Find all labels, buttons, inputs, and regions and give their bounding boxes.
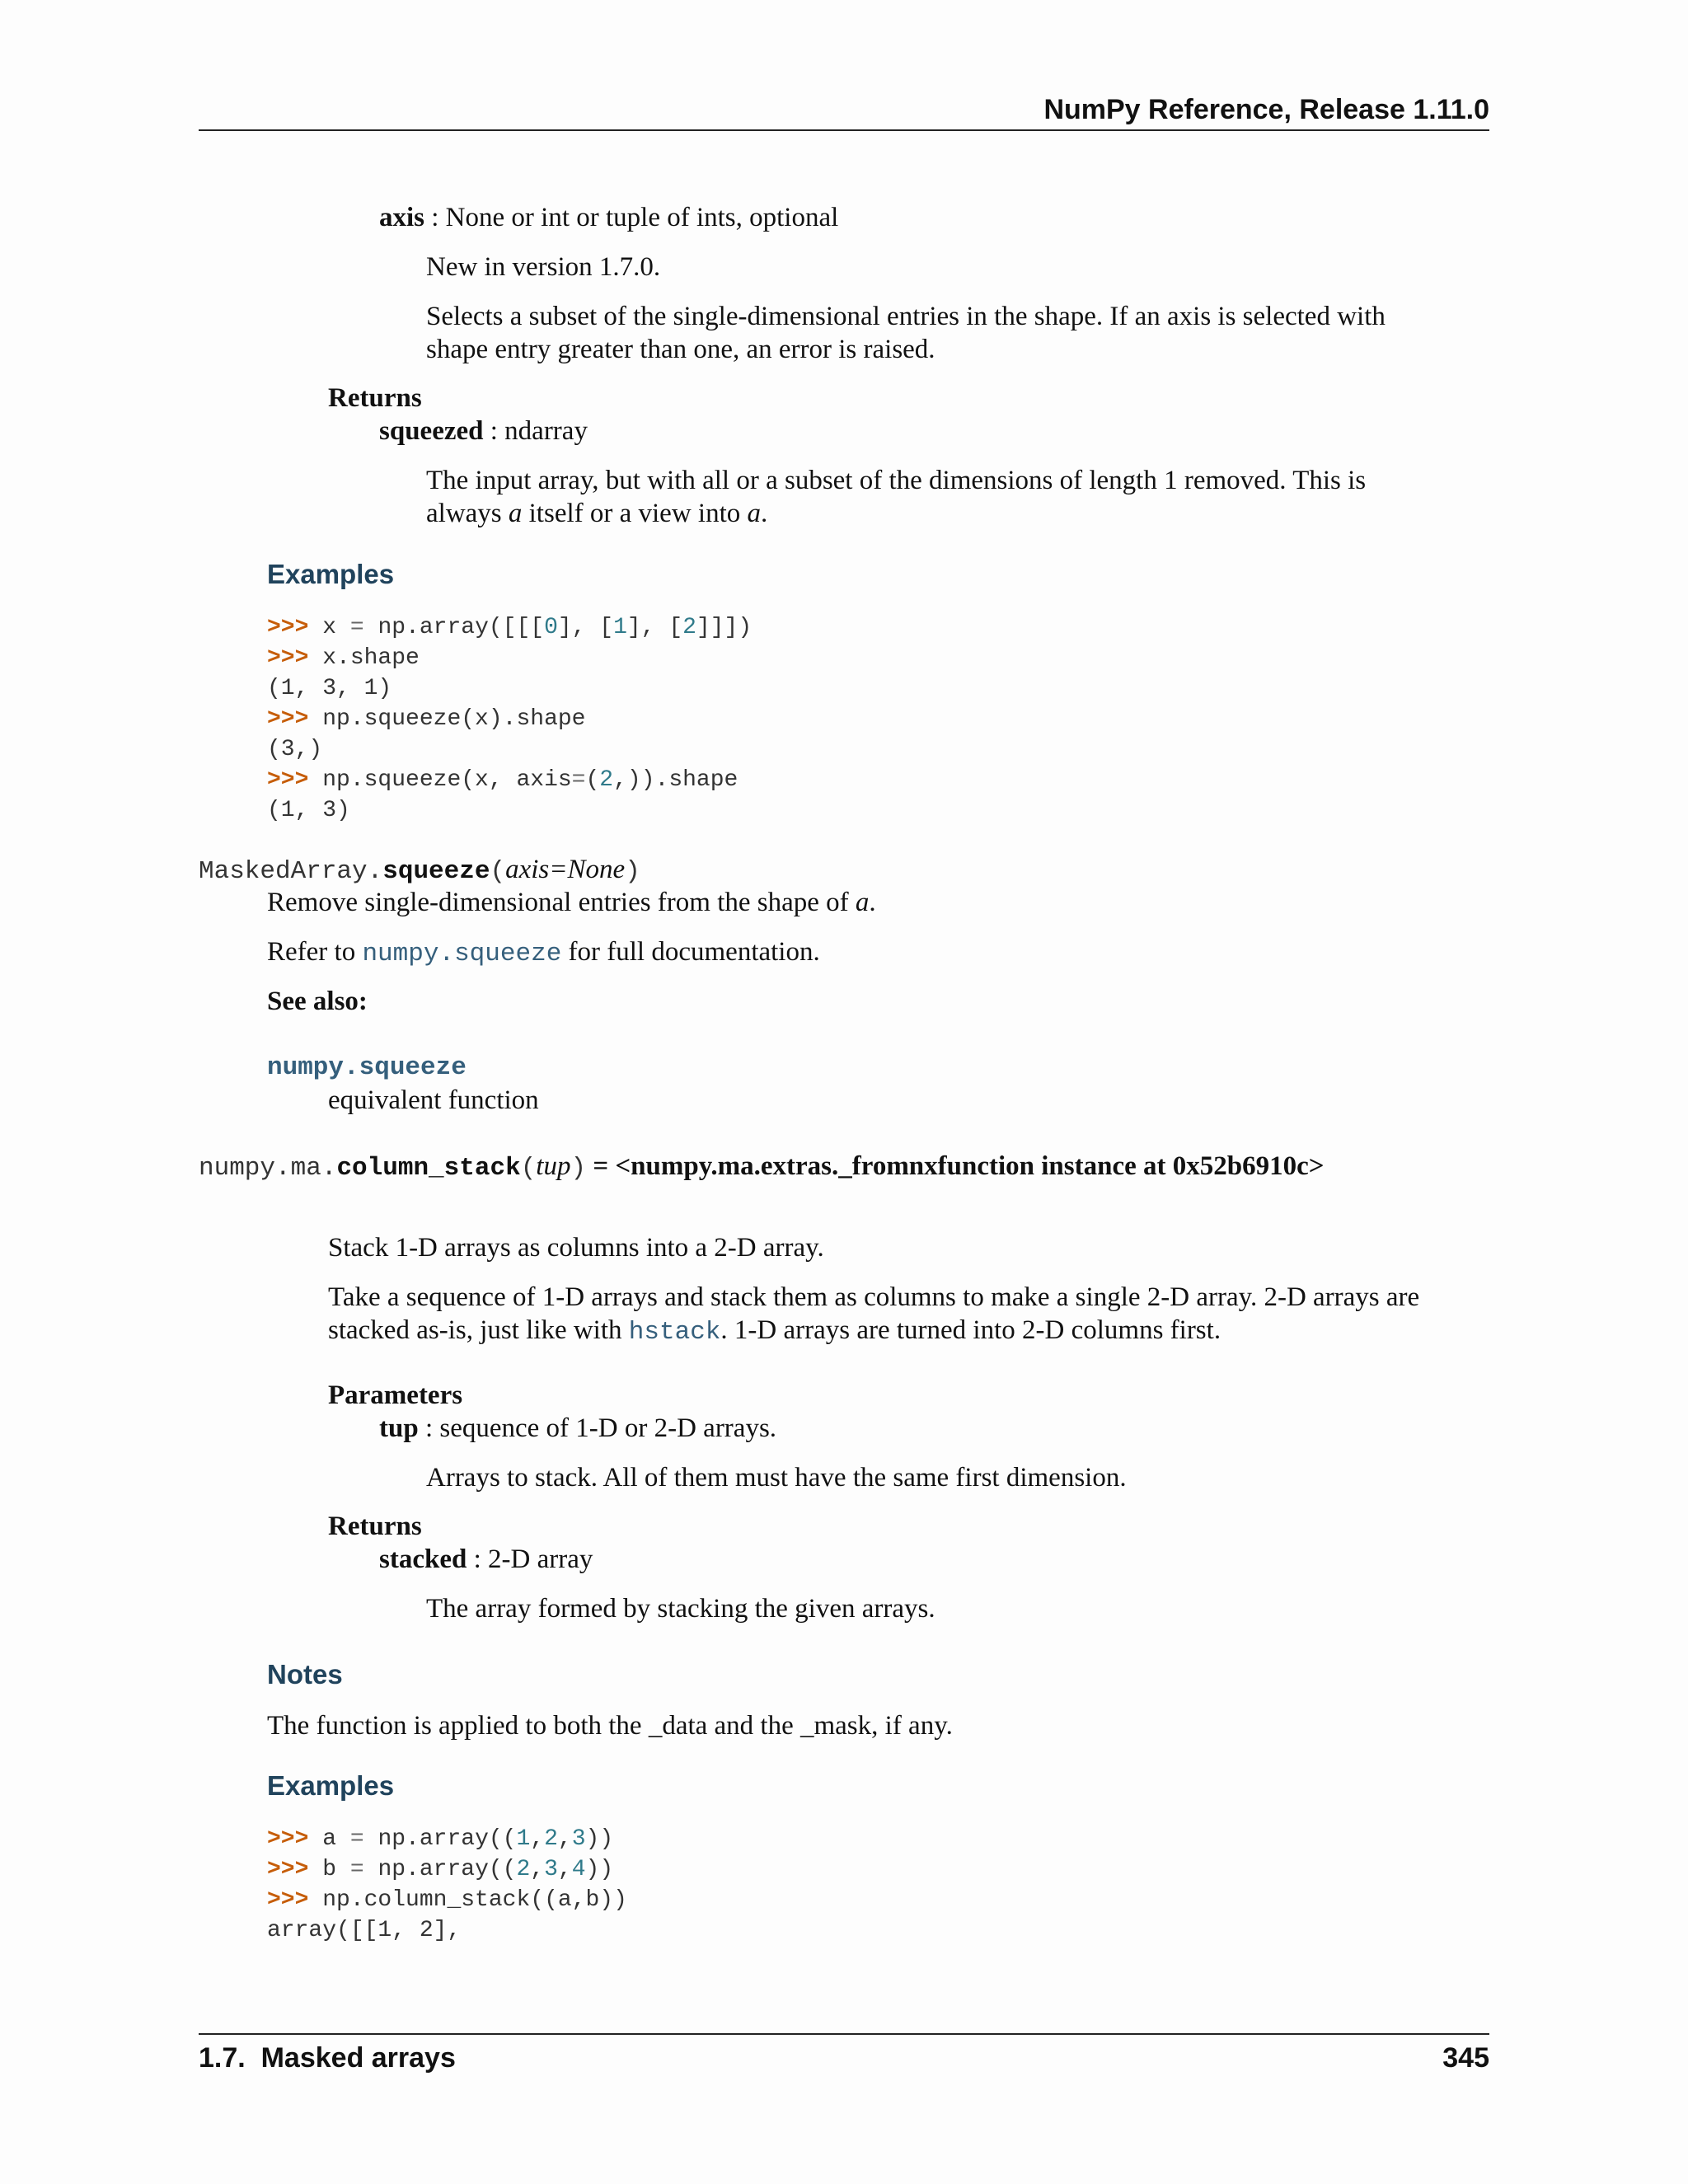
hstack-link[interactable]: hstack	[628, 1318, 721, 1347]
code-text: ))	[585, 1857, 614, 1882]
code-prompt: >>>	[267, 706, 323, 732]
see-also-numpy-squeeze-link[interactable]: numpy.squeeze	[267, 1053, 467, 1082]
code-number: 2	[516, 1857, 531, 1882]
examples-code-block-1	[267, 612, 752, 826]
notes-heading: Notes	[267, 1659, 343, 1690]
masked-squeeze-desc-end: .	[869, 888, 876, 917]
code-prompt: >>>	[267, 1887, 323, 1913]
cs-desc-2-post: . 1-D arrays are turned into 2-D columns first.	[720, 1315, 1221, 1345]
code-text: b	[322, 1857, 350, 1882]
page-header-title: NumPy Reference, Release 1.11.0	[1043, 94, 1489, 125]
cs-returns-label-text: Returns	[328, 1511, 422, 1541]
cs-params-label	[328, 1379, 462, 1412]
code-text: ,	[530, 1826, 545, 1852]
return-desc-2-a2: a	[747, 499, 761, 528]
column-stack-signature	[199, 1150, 1325, 1185]
return-squeezed	[379, 415, 588, 448]
param-axis-version: New in version 1.7.0.	[426, 252, 661, 282]
param-axis-desc-2: shape entry greater than one, an error is raised.	[426, 335, 935, 364]
cs-sig-close-paren: )	[570, 1154, 587, 1183]
return-desc-1: The input array, but with all or a subset of the dimensions of length 1 removed. This is	[426, 466, 1367, 495]
cs-sig-value: = <numpy.ma.extras._fromnxfunction instance at 0x52b6910c>	[586, 1151, 1325, 1181]
code-text: (1, 3)	[267, 798, 350, 823]
code-line	[267, 1824, 627, 1854]
cs-param-type: : sequence of 1-D or 2-D arrays.	[418, 1413, 777, 1443]
code-number: 0	[544, 615, 558, 640]
cs-desc-2	[328, 1314, 1221, 1349]
code-text: (	[585, 767, 600, 793]
notes-text: The function is applied to both the _data and the _mask, if any.	[267, 1711, 953, 1741]
cs-param-name: tup	[379, 1413, 419, 1443]
code-line	[267, 1915, 627, 1946]
cs-return-desc: The array formed by stacking the given arrays.	[426, 1594, 935, 1624]
code-text: (3,)	[267, 737, 323, 762]
param-axis-desc-1: Selects a subset of the single-dimensional entries in the shape. If an axis is selected with	[426, 302, 1386, 331]
code-text: np.squeeze(x).shape	[322, 706, 586, 732]
cs-return-type: : 2-D array	[467, 1544, 593, 1574]
code-line	[267, 795, 752, 826]
masked-squeeze-desc-a: a	[855, 888, 870, 917]
code-text: a	[322, 1826, 350, 1852]
code-number: 1	[516, 1826, 531, 1852]
see-also-desc: equivalent function	[328, 1085, 539, 1115]
code-text: array([[1, 2],	[267, 1918, 462, 1943]
see-also-link-line	[267, 1052, 467, 1085]
code-text: np.array((	[363, 1857, 517, 1882]
cs-return-name: stacked	[379, 1544, 467, 1574]
return-desc-2-pre: always	[426, 499, 509, 528]
code-number: 1	[613, 615, 627, 640]
footer-rule	[199, 2033, 1489, 2035]
footer-page-number: 345	[1442, 2042, 1489, 2074]
see-also-label	[267, 985, 368, 1018]
return-desc-2-a1: a	[508, 499, 523, 528]
code-line	[267, 643, 752, 673]
code-text: x	[322, 615, 350, 640]
sig-name: squeeze	[382, 857, 490, 886]
code-text: =	[349, 615, 364, 640]
cs-returns-label	[328, 1510, 422, 1543]
code-prompt: >>>	[267, 615, 323, 640]
code-line	[267, 765, 752, 795]
cs-return-stacked	[379, 1543, 593, 1576]
code-text: ,	[557, 1826, 572, 1852]
code-prompt: >>>	[267, 645, 323, 671]
cs-sig-name: column_stack	[336, 1154, 521, 1183]
param-axis-type: : None or int or tuple of ints, optional	[424, 203, 839, 232]
return-desc-2	[426, 497, 767, 530]
masked-squeeze-desc	[267, 886, 876, 919]
return-name: squeezed	[379, 416, 484, 446]
cs-summary: Stack 1-D arrays as columns into a 2-D array.	[328, 1233, 824, 1263]
masked-squeeze-signature	[199, 853, 640, 888]
code-number: 2	[599, 767, 614, 793]
refer-numpy-squeeze-link[interactable]: numpy.squeeze	[362, 940, 562, 968]
code-number: 4	[571, 1857, 586, 1882]
code-text: =	[349, 1857, 364, 1882]
code-line	[267, 704, 752, 734]
sig-close-paren: )	[625, 857, 640, 886]
code-number: 2	[544, 1826, 558, 1852]
footer-section-title: 1.7. Masked arrays	[199, 2042, 456, 2074]
code-prompt: >>>	[267, 1857, 323, 1882]
code-text: np.column_stack((a,b))	[322, 1887, 627, 1913]
code-text: ]]])	[696, 615, 753, 640]
code-text: np.squeeze(x, axis	[322, 767, 572, 793]
code-line	[267, 612, 752, 643]
return-type: : ndarray	[483, 416, 588, 446]
code-text: ,	[530, 1857, 545, 1882]
cs-sig-arg: tup	[536, 1151, 571, 1181]
code-text: =	[349, 1826, 364, 1852]
code-line	[267, 1885, 627, 1915]
code-text: np.array((	[363, 1826, 517, 1852]
sig-class: MaskedArray.	[199, 857, 383, 886]
code-number: 3	[544, 1857, 558, 1882]
code-text: x.shape	[322, 645, 420, 671]
header-rule	[199, 129, 1489, 131]
code-text: =	[571, 767, 586, 793]
code-number: 2	[682, 615, 696, 640]
code-text: ], [	[557, 615, 614, 640]
code-line	[267, 673, 752, 704]
code-text: ))	[585, 1826, 614, 1852]
returns-label-text: Returns	[328, 383, 422, 413]
code-text: np.array([[[	[363, 615, 545, 640]
masked-squeeze-refer	[267, 935, 820, 971]
cs-desc-1: Take a sequence of 1-D arrays and stack them as columns to make a single 2-D array. 2-D arrays are	[328, 1282, 1420, 1312]
cs-sig-open-paren: (	[520, 1154, 537, 1183]
cs-params-label-text: Parameters	[328, 1380, 463, 1410]
sig-arg: axis=None	[505, 855, 626, 884]
code-line	[267, 1854, 627, 1885]
return-desc-2-end: .	[761, 499, 768, 528]
code-prompt: >>>	[267, 767, 323, 793]
refer-pre: Refer to	[267, 937, 363, 967]
cs-sig-module: numpy.ma.	[199, 1154, 337, 1183]
masked-squeeze-desc-pre: Remove single-dimensional entries from the shape of	[267, 888, 856, 917]
return-desc-2-mid: itself or a view into	[522, 499, 748, 528]
returns-label	[328, 382, 422, 415]
see-also-text: See also:	[267, 987, 368, 1016]
examples-heading-1: Examples	[267, 559, 395, 589]
examples-heading-2: Examples	[267, 1770, 395, 1801]
code-prompt: >>>	[267, 1826, 323, 1852]
param-axis	[379, 201, 838, 234]
refer-post: for full documentation.	[561, 937, 820, 967]
code-number: 3	[571, 1826, 586, 1852]
code-text: ,	[557, 1857, 572, 1882]
examples-code-block-2	[267, 1824, 627, 1946]
cs-desc-2-pre: stacked as-is, just like with	[328, 1315, 629, 1345]
code-text: (1, 3, 1)	[267, 676, 392, 701]
param-axis-name: axis	[379, 203, 425, 232]
sig-open-paren: (	[490, 857, 506, 886]
code-text: ], [	[626, 615, 683, 640]
code-text: ,)).shape	[613, 767, 738, 793]
code-line	[267, 734, 752, 765]
cs-param-desc: Arrays to stack. All of them must have the same first dimension.	[426, 1463, 1127, 1493]
cs-param-tup	[379, 1412, 776, 1445]
